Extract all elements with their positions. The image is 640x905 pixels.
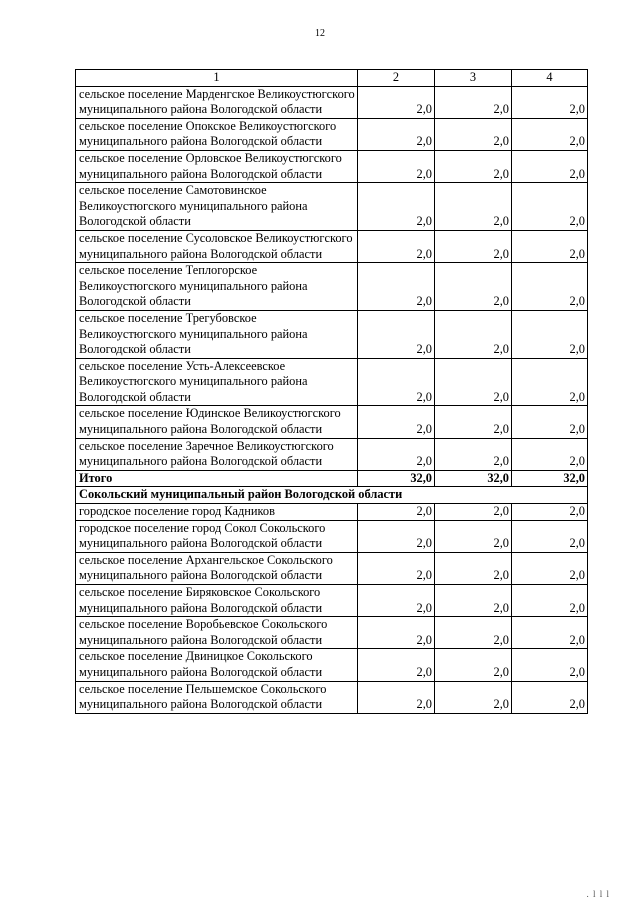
value-col3: 2,0 [435, 358, 512, 406]
corner-mark: . l l l [586, 889, 610, 899]
value-col3: 2,0 [435, 552, 512, 584]
value-col2: 2,0 [358, 649, 435, 681]
value-col2: 2,0 [358, 183, 435, 231]
value-col2: 2,0 [358, 681, 435, 713]
value-col3: 2,0 [435, 406, 512, 438]
value-col3: 2,0 [435, 230, 512, 262]
column-header: 3 [435, 70, 512, 87]
value-col2: 2,0 [358, 358, 435, 406]
value-col4: 2,0 [512, 617, 588, 649]
total-row [76, 470, 588, 487]
value-col3: 2,0 [435, 310, 512, 358]
value-col4: 2,0 [512, 552, 588, 584]
value-col2: 2,0 [358, 86, 435, 118]
settlement-name: сельское поселение Воробьевское Сокольского муниципального района Вологодской области [76, 617, 358, 649]
column-header: 1 [76, 70, 358, 87]
table-row [76, 681, 588, 713]
table-row [76, 310, 588, 358]
total-label: Итого [76, 470, 358, 487]
table-row [76, 552, 588, 584]
value-col2: 2,0 [358, 310, 435, 358]
value-col3: 2,0 [435, 86, 512, 118]
value-col4: 2,0 [512, 504, 588, 521]
value-col4: 2,0 [512, 310, 588, 358]
table-row [76, 649, 588, 681]
table-row [76, 438, 588, 470]
table-row [76, 183, 588, 231]
value-col3: 2,0 [435, 681, 512, 713]
table-row [76, 504, 588, 521]
settlement-name: сельское поселение Марденгское Великоустюгского муниципального района Вологодской области [76, 86, 358, 118]
value-col2: 2,0 [358, 118, 435, 150]
value-col4: 2,0 [512, 585, 588, 617]
allocation-table [75, 69, 588, 714]
settlement-name: сельское поселение Биряковское Сокольского муниципального района Вологодской области [76, 585, 358, 617]
value-col2: 2,0 [358, 520, 435, 552]
value-col2: 2,0 [358, 617, 435, 649]
settlement-name: сельское поселение Архангельское Сокольского муниципального района Вологодской области [76, 552, 358, 584]
total-col4: 32,0 [512, 470, 588, 487]
value-col2: 2,0 [358, 585, 435, 617]
settlement-name: сельское поселение Юдинское Великоустюгского муниципального района Вологодской области [76, 406, 358, 438]
settlement-name: сельское поселение Пельшемское Сокольского муниципального района Вологодской области [76, 681, 358, 713]
settlement-name: сельское поселение Усть-Алексеевское Великоустюгского муниципального района Вологодской области [76, 358, 358, 406]
value-col3: 2,0 [435, 649, 512, 681]
settlement-name: сельское поселение Двиницкое Сокольского муниципального района Вологодской области [76, 649, 358, 681]
value-col2: 2,0 [358, 504, 435, 521]
settlement-name: городское поселение город Кадников [76, 504, 358, 521]
column-header: 4 [512, 70, 588, 87]
value-col2: 2,0 [358, 230, 435, 262]
value-col3: 2,0 [435, 118, 512, 150]
table-row [76, 263, 588, 311]
value-col4: 2,0 [512, 118, 588, 150]
value-col4: 2,0 [512, 86, 588, 118]
value-col3: 2,0 [435, 520, 512, 552]
value-col3: 2,0 [435, 504, 512, 521]
settlement-name: городское поселение город Сокол Сокольского муниципального района Вологодской области [76, 520, 358, 552]
settlement-name: сельское поселение Трегубовское Великоустюгского муниципального района Вологодской области [76, 310, 358, 358]
table-header-row [76, 70, 588, 87]
value-col4: 2,0 [512, 681, 588, 713]
table-row [76, 520, 588, 552]
value-col3: 2,0 [435, 183, 512, 231]
total-col3: 32,0 [435, 470, 512, 487]
section-title: Сокольский муниципальный район Вологодской области [76, 487, 588, 504]
settlement-name: сельское поселение Опокское Великоустюгского муниципального района Вологодской области [76, 118, 358, 150]
settlement-name: сельское поселение Сусоловское Великоустюгского муниципального района Вологодской области [76, 230, 358, 262]
table-row [76, 86, 588, 118]
settlement-name: сельское поселение Заречное Великоустюгского муниципального района Вологодской области [76, 438, 358, 470]
value-col4: 2,0 [512, 183, 588, 231]
value-col3: 2,0 [435, 585, 512, 617]
value-col4: 2,0 [512, 263, 588, 311]
total-col2: 32,0 [358, 470, 435, 487]
value-col3: 2,0 [435, 617, 512, 649]
table-row [76, 118, 588, 150]
settlement-name: сельское поселение Теплогорское Великоустюгского муниципального района Вологодской области [76, 263, 358, 311]
value-col2: 2,0 [358, 150, 435, 182]
table-row [76, 585, 588, 617]
value-col3: 2,0 [435, 150, 512, 182]
value-col4: 2,0 [512, 520, 588, 552]
value-col2: 2,0 [358, 438, 435, 470]
value-col4: 2,0 [512, 150, 588, 182]
settlement-name: сельское поселение Самотовинское Великоустюгского муниципального района Вологодской области [76, 183, 358, 231]
value-col2: 2,0 [358, 406, 435, 438]
value-col2: 2,0 [358, 552, 435, 584]
value-col4: 2,0 [512, 406, 588, 438]
table-row [76, 150, 588, 182]
section-header-row [76, 487, 588, 504]
table-row [76, 617, 588, 649]
value-col2: 2,0 [358, 263, 435, 311]
column-header: 2 [358, 70, 435, 87]
settlement-name: сельское поселение Орловское Великоустюгского муниципального района Вологодской области [76, 150, 358, 182]
value-col4: 2,0 [512, 358, 588, 406]
value-col4: 2,0 [512, 649, 588, 681]
value-col4: 2,0 [512, 230, 588, 262]
table-row [76, 358, 588, 406]
page-number: 12 [315, 28, 325, 39]
value-col3: 2,0 [435, 438, 512, 470]
table-row [76, 406, 588, 438]
table-row [76, 230, 588, 262]
value-col3: 2,0 [435, 263, 512, 311]
value-col4: 2,0 [512, 438, 588, 470]
